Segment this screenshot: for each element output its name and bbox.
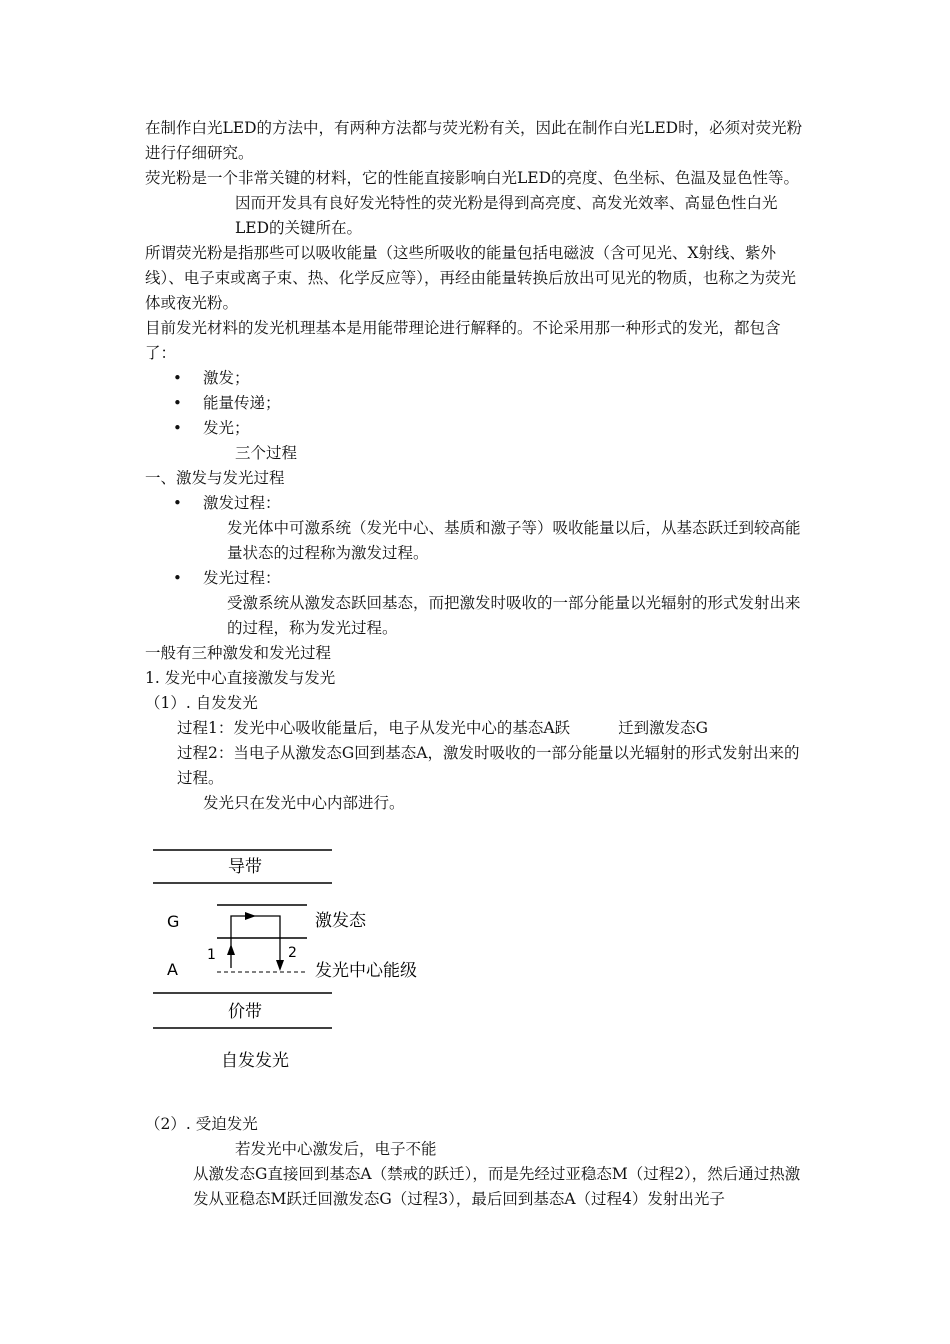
level-a-label: A <box>167 960 178 979</box>
diagram-caption: 自发发光 <box>221 1051 289 1071</box>
document-body <box>145 116 810 816</box>
excitation-label: • 激发过程： <box>173 491 810 516</box>
paragraph-phosphor-definition: 所谓荧光粉是指那些可以吸收能量（这些所吸收的能量包括电磁波（含可见光、X射线、紫外线）、电子束或离子束、热、化学反应等），再经由能量转换后放出可见光的物质，也称之为荧光体或夜光粉。 <box>145 244 797 312</box>
emission-definition: 受激系统从激发态跃回基态，而把激发时吸收的一部分能量以光辐射的形式发射出来的过程，称为发光过程。 <box>227 594 801 637</box>
three-processes-label: 三个过程 <box>235 444 298 462</box>
bullet-emission: • 发光； <box>173 416 810 441</box>
arrow-2-label: 2 <box>288 945 297 961</box>
excitation-bullet <box>145 491 810 516</box>
excitation-definition: 发光体中可激系统（发光中心、基质和激子等）吸收能量以后，从基态跃迁到较高能量状态的过程称为激发过程。 <box>227 519 801 562</box>
emission-label: • 发光过程： <box>173 566 810 591</box>
paragraph-band-theory: 目前发光材料的发光机理基本是用能带理论进行解释的。不论采用那一种形式的发光，都包含了： <box>145 319 781 362</box>
arrow-down-icon <box>276 960 284 971</box>
arrow-1-label: 1 <box>207 947 216 963</box>
process1-text-b: 迁到激发态G <box>618 719 708 737</box>
document-body-continued <box>145 1112 810 1212</box>
center-level-label: 发光中心能级 <box>315 961 417 981</box>
arrow-up-icon <box>227 944 235 955</box>
three-types-line: 一般有三种激发和发光过程 <box>145 644 332 662</box>
forced-emission-line-b: 从激发态G直接回到基态A（禁戒的跃迁），而是先经过亚稳态M（过程2），然后通过热激发从亚稳态M跃迁回激发态G（过程3），最后回到基态A（过程4）发射出光子 <box>193 1165 801 1208</box>
arrow-right-icon <box>245 912 256 920</box>
emission-bullet <box>145 566 810 591</box>
bullet-energy-transfer: • 能量传递； <box>173 391 810 416</box>
conduction-band-label: 导带 <box>228 857 262 877</box>
bullet-excitation: • 激发； <box>173 366 810 391</box>
spontaneous-emission-diagram <box>145 840 445 1080</box>
paragraph-intro: 在制作白光LED的方法中，有两种方法都与荧光粉有关，因此在制作白光LED时，必须对荧光粉进行仔细研究。 <box>145 119 803 162</box>
process1-line <box>145 716 810 741</box>
subsubsection-heading-spontaneous: （1）. 自发发光 <box>145 694 258 712</box>
valence-band-label: 价带 <box>228 1002 262 1022</box>
paragraph-development: 因而开发具有良好发光特性的荧光粉是得到高亮度、高发光效率、高显色性白光LED的关键所在。 <box>235 194 778 237</box>
forced-emission-line-a: 若发光中心激发后，电子不能 <box>235 1140 437 1158</box>
process1-text-a: 过程1：发光中心吸收能量后，电子从发光中心的基态A跃 <box>177 719 571 737</box>
section-heading-excitation-emission: 一、激发与发光过程 <box>145 469 285 487</box>
subsubsection-heading-forced: （2）. 受迫发光 <box>145 1115 258 1133</box>
level-g-label: G <box>167 912 180 931</box>
transition-path <box>231 916 280 968</box>
paragraph-phosphor-importance: 荧光粉是一个非常关键的材料，它的性能直接影响白光LED的亮度、色坐标、色温及显色性等。 <box>145 169 800 187</box>
excited-state-label: 激发态 <box>315 911 366 931</box>
process2-line: 过程2：当电子从激发态G回到基态A，激发时吸收的一部分能量以光辐射的形式发射出来的过程。 <box>177 744 800 787</box>
subsection-heading-direct: 1. 发光中心直接激发与发光 <box>145 669 336 687</box>
inside-center-note: 发光只在发光中心内部进行。 <box>203 794 405 812</box>
process-bullet-list <box>145 366 810 441</box>
